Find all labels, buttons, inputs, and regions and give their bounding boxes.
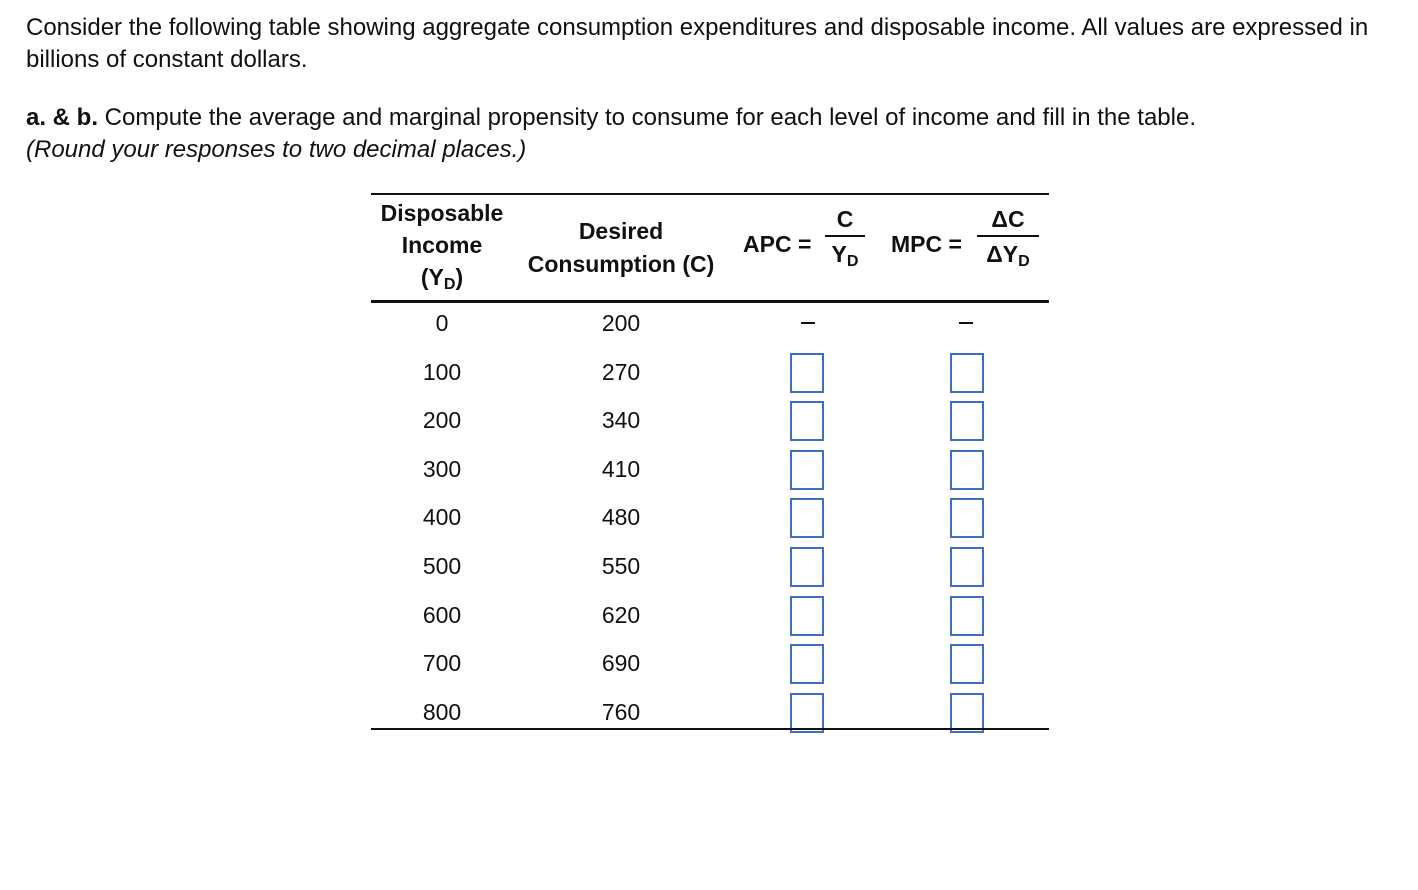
header-consumption-line1: Desired	[578, 218, 664, 244]
apc-answer-input[interactable]	[790, 644, 824, 684]
cell-consumption: 690	[601, 650, 641, 677]
task-label: a. & b.	[26, 104, 99, 131]
cell-income: 500	[422, 553, 462, 579]
mpc-answer-input[interactable]	[950, 693, 984, 733]
header-income-line2: Income	[401, 232, 483, 258]
apc-answer-input[interactable]	[790, 353, 824, 393]
cell-consumption: 620	[601, 601, 641, 628]
mpc-answer-input[interactable]	[950, 401, 984, 441]
table-top-rule	[371, 193, 1049, 195]
cell-income: 400	[422, 504, 462, 531]
cell-income: 800	[422, 698, 462, 725]
cell-income: 700	[422, 650, 462, 677]
table-header-rule	[371, 300, 1049, 303]
cell-consumption: 480	[601, 504, 641, 531]
mpc-numerator: ΔC	[991, 206, 1025, 232]
cell-consumption: 550	[601, 553, 641, 579]
mpc-not-applicable-dash	[959, 322, 973, 324]
mpc-fraction	[977, 205, 1039, 275]
cell-consumption: 270	[601, 358, 641, 385]
apc-answer-input[interactable]	[790, 450, 824, 490]
cell-income: 300	[422, 455, 462, 482]
mpc-answer-input[interactable]	[950, 596, 984, 636]
header-disposable-income	[371, 197, 513, 300]
cell-consumption: 340	[601, 407, 641, 434]
task-text: Compute the average and marginal propensity to consume for each level of income and fill in the table.	[98, 104, 1196, 131]
apc-answer-input[interactable]	[790, 401, 824, 441]
header-desired-consumption	[513, 215, 729, 281]
apc-answer-input[interactable]	[790, 693, 824, 733]
apc-not-applicable-dash	[801, 322, 815, 324]
mpc-answer-input[interactable]	[950, 353, 984, 393]
apc-fraction-bar	[825, 235, 865, 237]
mpc-answer-input[interactable]	[950, 644, 984, 684]
mpc-label: MPC =	[891, 231, 962, 257]
table-bottom-rule	[371, 728, 1049, 730]
apc-numerator: C	[836, 206, 854, 232]
cell-consumption: 410	[601, 455, 641, 482]
task-instructions	[26, 102, 1396, 166]
mpc-answer-input[interactable]	[950, 547, 984, 587]
cell-consumption: 200	[601, 310, 641, 336]
header-consumption-line2: Consumption (C)	[527, 251, 715, 277]
apc-fraction	[825, 205, 865, 275]
apc-answer-input[interactable]	[790, 498, 824, 538]
apc-label: APC =	[743, 231, 812, 257]
mpc-denominator: $\Delta Y_D$	[986, 241, 1030, 270]
header-apc	[743, 205, 871, 285]
header-mpc	[891, 205, 1041, 285]
cell-income: 0	[435, 310, 449, 336]
header-income-line3: $(Y_D)$	[420, 264, 464, 293]
cell-income: 100	[422, 358, 462, 385]
intro-text: Consider the following table showing aggregate consumption expenditures and disposable income. All values are expressed in billions of constant dollars.	[26, 14, 1369, 73]
cell-income: 200	[422, 407, 462, 434]
rounding-note: (Round your responses to two decimal places.)	[26, 136, 527, 163]
mpc-answer-input[interactable]	[950, 450, 984, 490]
header-income-line1: Disposable	[380, 200, 504, 226]
cell-income: 600	[422, 601, 462, 628]
apc-answer-input[interactable]	[790, 547, 824, 587]
mpc-fraction-bar	[977, 235, 1039, 237]
cell-consumption: 760	[601, 698, 641, 725]
apc-denominator: $Y_D$	[831, 241, 859, 270]
apc-answer-input[interactable]	[790, 596, 824, 636]
mpc-answer-input[interactable]	[950, 498, 984, 538]
